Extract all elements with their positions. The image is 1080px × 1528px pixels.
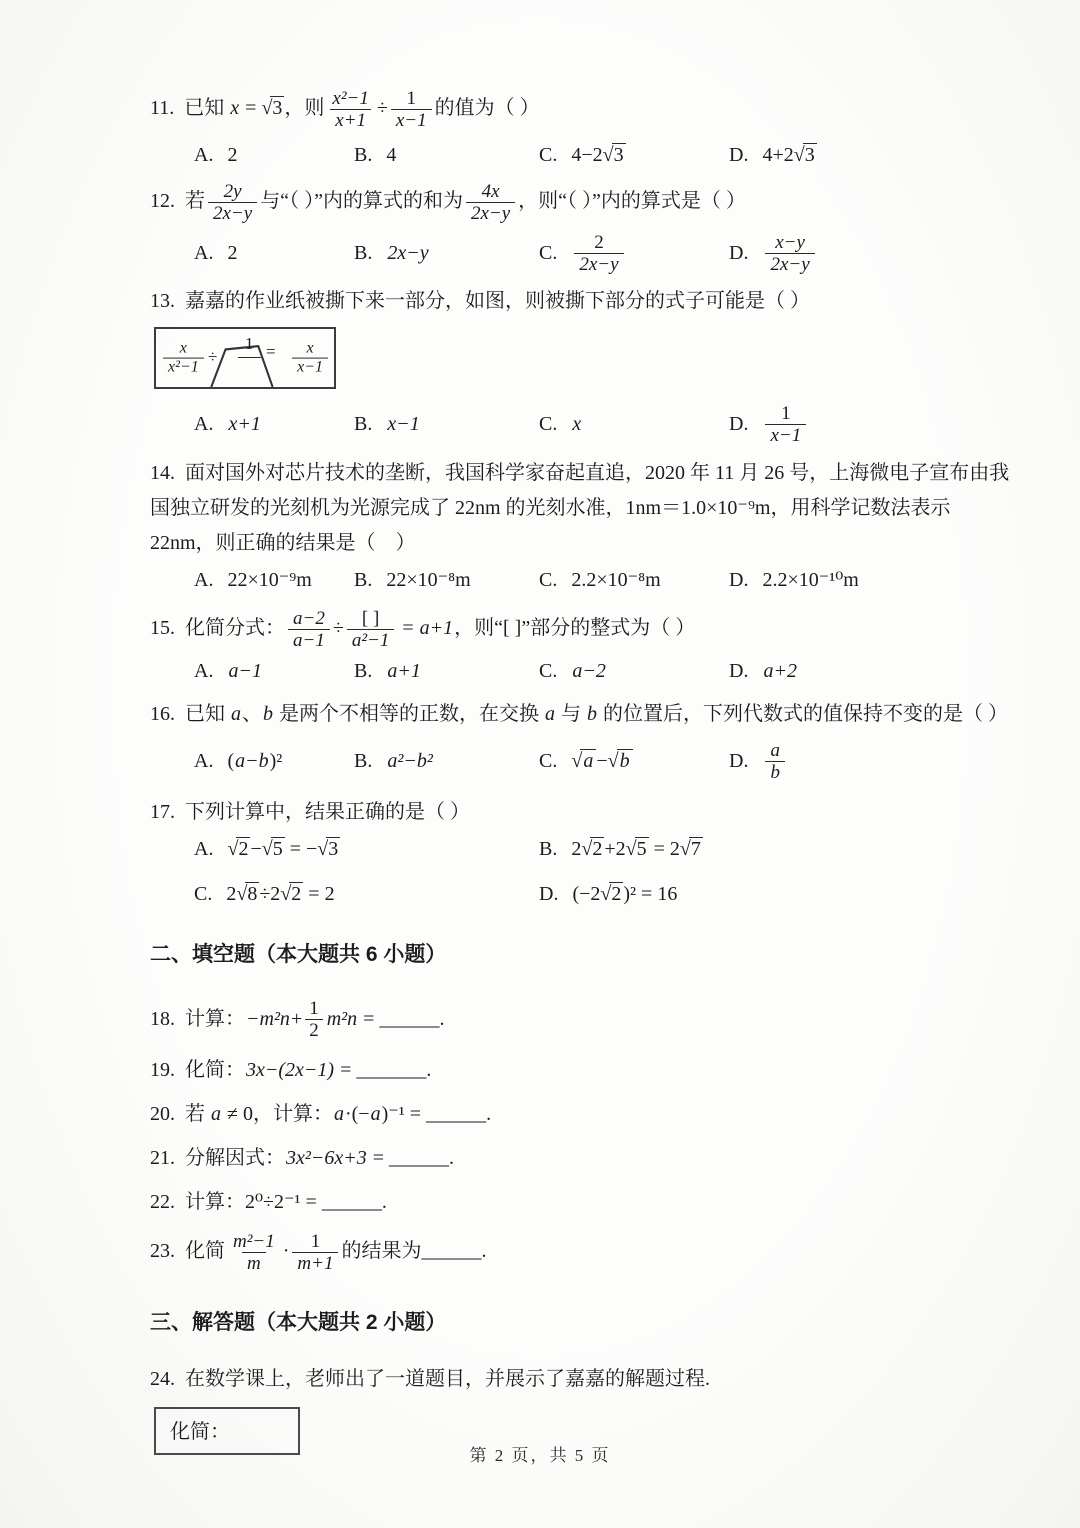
option-b-label: B. [354, 412, 373, 435]
question-20 [150, 1099, 1010, 1130]
option-a [194, 656, 354, 687]
question-23-text: 化简 $\frac{\text{m²−1}}{m}$ · $\frac{1}{m+1}$ 的结果为______. [185, 1230, 487, 1274]
question-15-stem [150, 608, 1010, 652]
question-22 [150, 1187, 1010, 1218]
option-d-label: D. [539, 883, 559, 906]
option-a-label: A. [194, 659, 214, 682]
option-a-label: A. [194, 143, 214, 166]
question-17-text: 下列计算中，结果正确的是（ ） [185, 801, 470, 824]
question-19-text: 化简：3x−(2x−1) = _______. [185, 1058, 432, 1081]
option-a-math: 2 [227, 242, 238, 265]
option-d [539, 879, 1010, 910]
question-13-stem [150, 286, 1010, 317]
question-18-number: 18. [150, 1007, 175, 1030]
option-b [354, 140, 539, 171]
option-d [729, 740, 1010, 784]
option-c [539, 232, 729, 276]
question-23-number: 23. [150, 1240, 175, 1263]
section-title-fill-in: 二、填空题（本大题共 6 小题） [150, 943, 447, 967]
option-a-label: A. [194, 838, 214, 861]
option-b-math: 2x−y [387, 242, 429, 265]
option-d-math: 4+2√3 [762, 143, 815, 166]
question-17-options [150, 834, 1010, 910]
option-a-math: a−1 [228, 659, 262, 682]
option-c-math: √ a −√ b [571, 746, 632, 777]
question-11-number: 11. [150, 97, 175, 120]
option-d-math: $\frac{x-y}{2x-y}$ [762, 232, 817, 276]
question-12-options [150, 232, 1010, 276]
option-c [539, 565, 729, 596]
question-12-text: 若 $\frac{2y}{2x-y}$ 与“（ ）”内的算式的和为 $\frac{4x}{2x-y}$ ，则“（ ）”内的算式是（ ） [185, 180, 746, 224]
option-c-label: C. [539, 412, 558, 435]
option-b [354, 746, 539, 777]
question-22-number: 22. [150, 1190, 175, 1213]
option-d-label: D. [729, 143, 749, 166]
option-a-label: A. [194, 242, 214, 265]
question-15-options [150, 656, 1010, 687]
option-a [194, 565, 354, 596]
option-a-label: A. [194, 569, 214, 592]
question-15-number: 15. [150, 617, 175, 640]
question-16-options [150, 740, 1010, 784]
option-b-label: B. [354, 569, 373, 592]
option-b-label: B. [354, 749, 373, 772]
section-title-answer: 三、解答题（本大题共 2 小题） [150, 1311, 447, 1335]
option-c-math: a−2 [572, 659, 606, 682]
question-17 [150, 797, 1010, 910]
option-d-math: $\frac{1}{x-1}$ [762, 403, 809, 447]
option-d-label: D. [729, 242, 749, 265]
option-d-math: 2.2×10⁻¹⁰m [762, 569, 859, 592]
option-d-math: (−2√2 )² = 16 [572, 883, 678, 906]
question-11 [150, 88, 1010, 171]
figure-divide-sign: ÷ [208, 346, 218, 366]
question-24-number: 24. [150, 1368, 175, 1391]
option-c-label: C. [539, 569, 558, 592]
question-11-options [150, 140, 1010, 171]
question-14-stem [150, 456, 1010, 561]
option-d [729, 565, 1010, 596]
option-b-label: B. [539, 838, 558, 861]
question-13-number: 13. [150, 289, 175, 312]
option-a [194, 238, 354, 269]
question-16-text: 已知 a、b 是两个不相等的正数，在交换 a 与 b 的位置后，下列代数式的值保持不变的是（ ） [185, 702, 1008, 725]
option-c [539, 140, 729, 171]
question-18-text: 计算：−m²n+ $\frac{1}{2}$ m²n = ______. [185, 998, 445, 1042]
option-d [729, 140, 1010, 171]
figure-left-fraction: $\frac{x}{\text{x²−1}}$ [162, 339, 205, 376]
question-14-options [150, 565, 1010, 596]
option-c-math: 4−2√3 [571, 143, 624, 166]
option-b-math: x−1 [387, 412, 420, 435]
option-c-math: $\frac{2}{2x-y}$ [571, 232, 626, 276]
option-c [539, 746, 729, 777]
option-c-label: C. [194, 883, 213, 906]
question-12-stem [150, 181, 1010, 225]
question-22-text: 计算：2⁰÷2⁻¹ = ______. [185, 1190, 387, 1213]
option-a-math: (a−b)² [227, 749, 283, 772]
option-b [354, 238, 539, 269]
option-a [194, 409, 354, 440]
question-15-text: 化简分式： $\frac{a-2}{a-1}$ ÷ $\frac{[ ]}{\text{a²−1}}$ = a+1，则“[ ]”部分的整式为（ ） [185, 608, 696, 652]
question-16-number: 16. [150, 702, 175, 725]
question-13-options [150, 403, 1010, 447]
option-d-math: a+2 [763, 659, 797, 682]
option-b-math: 2√2 +2√5 = 2√7 [571, 838, 701, 861]
question-13 [150, 286, 1010, 447]
question-13-text: 嘉嘉的作业纸被撕下来一部分，如图，则被撕下部分的式子可能是（ ） [185, 289, 810, 312]
question-23 [150, 1231, 1010, 1275]
option-a-math: √2 −√5 = −√3 [227, 838, 339, 861]
option-b-label: B. [354, 659, 373, 682]
figure-equals-sign: = [266, 341, 276, 361]
option-b [354, 656, 539, 687]
option-b-math: a+1 [387, 659, 421, 682]
option-c-label: C. [539, 749, 558, 772]
option-c [539, 409, 729, 440]
option-b [354, 409, 539, 440]
option-a [194, 140, 354, 171]
question-12 [150, 181, 1010, 276]
question-19-number: 19. [150, 1058, 175, 1081]
option-d-label: D. [729, 412, 749, 435]
question-20-number: 20. [150, 1102, 175, 1125]
option-a-math: 2 [227, 143, 238, 166]
option-b [354, 565, 539, 596]
question-15 [150, 608, 1010, 687]
option-b-label: B. [354, 242, 373, 265]
question-18 [150, 998, 1010, 1042]
worked-solution-box-label: 化简： [170, 1421, 230, 1444]
option-d-label: D. [729, 569, 749, 592]
option-d [729, 403, 1010, 447]
option-a-math: 22×10⁻⁹m [227, 569, 312, 592]
question-11-text: 已知 x = √3 ，则 $\frac{\text{x²−1}}{x+1}$ ÷ $\frac{1}{x-1}$ 的值为（ ） [184, 88, 540, 132]
question-24-stem [150, 1364, 1010, 1395]
option-c-math: 2.2×10⁻⁸m [571, 569, 661, 592]
question-20-text: 若 a ≠ 0，计算：a·(−a)⁻¹ = ______. [185, 1102, 492, 1125]
option-a-label: A. [194, 749, 214, 772]
option-a [194, 746, 354, 777]
question-21 [150, 1143, 1010, 1174]
option-a-math: x+1 [228, 412, 261, 435]
question-11-stem [150, 88, 1010, 132]
question-19 [150, 1055, 1010, 1086]
option-c-math: x [572, 412, 582, 435]
option-b [539, 834, 1010, 865]
option-a [194, 834, 539, 865]
figure-right-fraction: $\frac{x}{x-1}$ [291, 339, 329, 376]
question-14-text: 面对国外对芯片技术的垄断，我国科学家奋起直追，2020 年 11 月 26 号，上海微电子宣布由我国独立研发的光刻机为光源完成了 22nm 的光刻水准，1nm＝1.0×10⁻⁹m，用科学记数法表示 22nm，则正确的结果是（ ） [150, 462, 1010, 555]
question-24-text: 在数学课上，老师出了一道题目，并展示了嘉嘉的解题过程. [185, 1368, 710, 1391]
question-12-number: 12. [150, 189, 175, 212]
figure-torn-numerator: 1 [238, 331, 261, 358]
option-c-label: C. [539, 143, 558, 166]
question-17-stem [150, 797, 1010, 828]
option-c-math: 2√8 ÷2√2 = 2 [226, 883, 335, 906]
question-16 [150, 697, 1010, 784]
option-b-label: B. [354, 143, 373, 166]
question-14-number: 14. [150, 462, 175, 485]
option-c [539, 656, 729, 687]
page-footer: 第 2 页，共 5 页 [469, 1446, 611, 1465]
question-21-text: 分解因式：3x²−6x+3 = ______. [185, 1146, 455, 1169]
option-d-math: $\frac{a}{b}$ [762, 740, 788, 784]
option-b-math: 4 [386, 143, 397, 166]
question-14 [150, 456, 1010, 596]
option-a-label: A. [194, 412, 214, 435]
option-c-label: C. [539, 659, 558, 682]
option-c-label: C. [539, 242, 558, 265]
option-d [729, 232, 1010, 276]
option-d [729, 656, 1010, 687]
question-16-stem [150, 697, 1010, 732]
option-b-math: a²−b² [387, 749, 433, 772]
torn-paper-figure [154, 327, 336, 389]
question-17-number: 17. [150, 801, 175, 824]
option-b-math: 22×10⁻⁸m [386, 569, 471, 592]
option-c [194, 879, 539, 910]
option-d-label: D. [729, 659, 749, 682]
question-21-number: 21. [150, 1146, 175, 1169]
option-d-label: D. [729, 749, 749, 772]
